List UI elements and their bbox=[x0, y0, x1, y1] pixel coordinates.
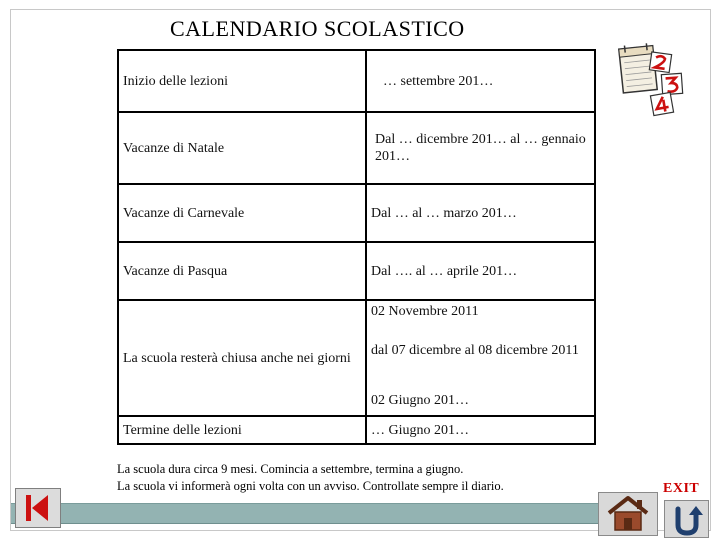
table-row bbox=[118, 416, 595, 444]
footer-note bbox=[117, 461, 504, 495]
row-value: … Giugno 201… bbox=[366, 416, 595, 444]
back-button[interactable] bbox=[15, 488, 61, 528]
return-arrow-icon bbox=[665, 501, 708, 537]
row-value: Dal …. al … aprile 201… bbox=[366, 242, 595, 300]
row-label: Inizio delle lezioni bbox=[118, 50, 366, 112]
row-label: Termine delle lezioni bbox=[118, 416, 366, 444]
table-row bbox=[118, 50, 595, 112]
exit-link[interactable]: EXIT bbox=[663, 481, 700, 496]
table-row bbox=[118, 184, 595, 242]
row-label: Vacanze di Pasqua bbox=[118, 242, 366, 300]
table-row bbox=[118, 242, 595, 300]
return-button[interactable] bbox=[664, 500, 709, 538]
home-icon bbox=[599, 493, 657, 535]
table-row bbox=[118, 112, 595, 184]
row-value: Dal … dicembre 201… al … gennaio 201… bbox=[366, 112, 595, 184]
row-value: Dal … al … marzo 201… bbox=[366, 184, 595, 242]
home-button[interactable] bbox=[598, 492, 658, 536]
closure-date-1: 02 Novembre 2011 bbox=[371, 304, 479, 319]
row-value: … settembre 201… bbox=[366, 50, 595, 112]
end-date-line1: 02 Giugno 201… bbox=[371, 393, 469, 408]
note-line-1: La scuola dura circa 9 mesi. Comincia a settembre, termina a giugno. bbox=[117, 462, 464, 476]
bottom-bar bbox=[11, 503, 609, 524]
note-line-2: La scuola vi informerà ogni volta con un avviso. Controllate sempre il diario. bbox=[117, 479, 504, 493]
page-title: CALENDARIO SCOLASTICO bbox=[170, 16, 465, 41]
row-label: Vacanze di Carnevale bbox=[118, 184, 366, 242]
table-row bbox=[118, 300, 595, 416]
calendar-icon bbox=[614, 38, 688, 118]
row-label: Vacanze di Natale bbox=[118, 112, 366, 184]
calendar-table bbox=[117, 49, 596, 445]
back-arrow-icon bbox=[16, 489, 60, 527]
row-label: La scuola resterà chiusa anche nei giorni bbox=[118, 300, 366, 416]
closure-date-2: dal 07 dicembre al 08 dicembre 2011 bbox=[371, 343, 579, 358]
